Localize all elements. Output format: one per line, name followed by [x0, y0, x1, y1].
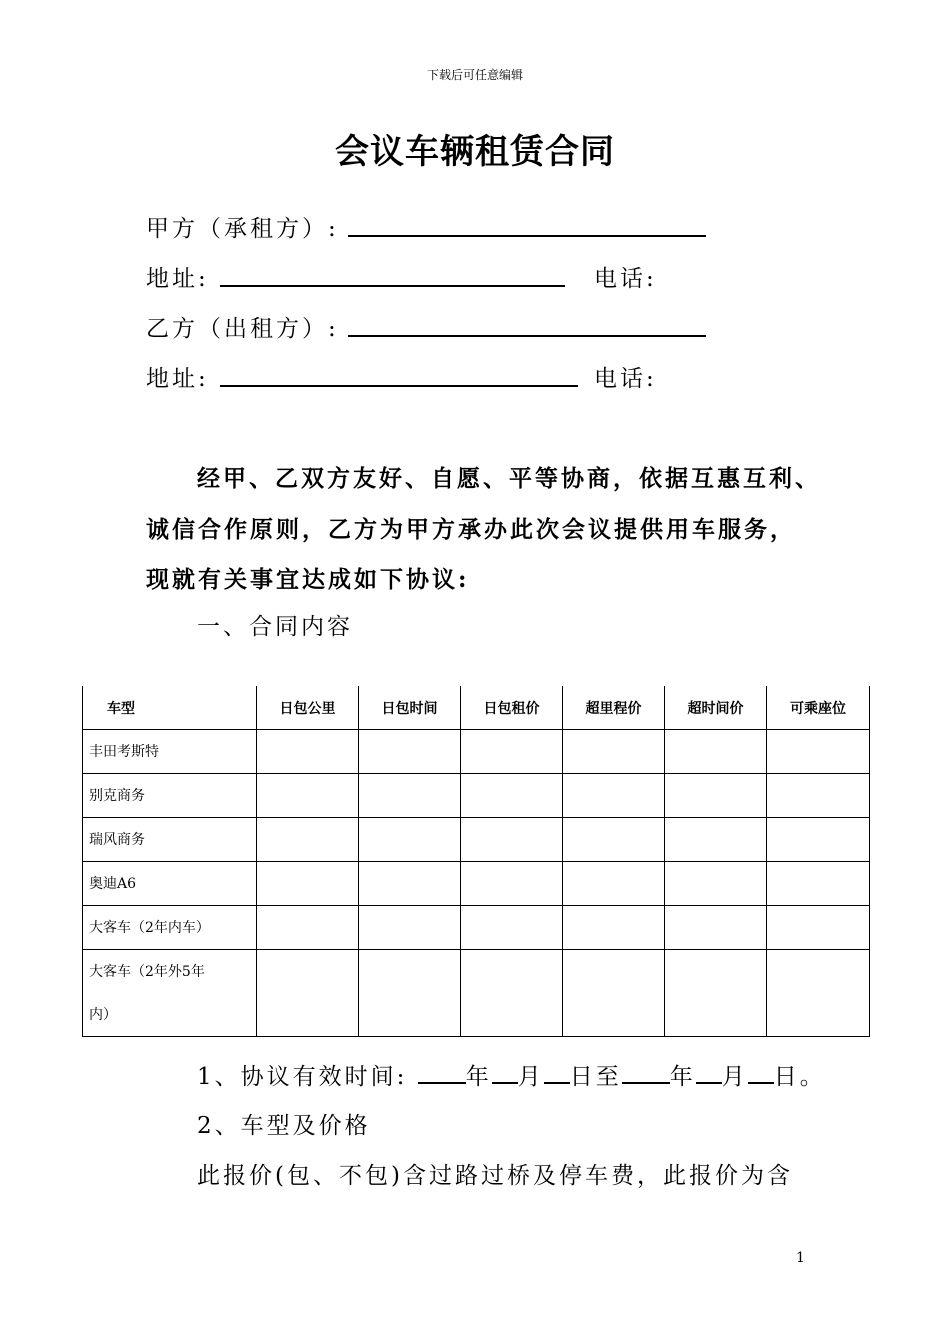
table-row [83, 906, 870, 950]
table-cell[interactable] [257, 774, 359, 818]
party-a-address-label: 地址: [146, 266, 209, 292]
table-cell[interactable] [461, 730, 563, 774]
table-cell[interactable] [665, 862, 767, 906]
vehicle-name [83, 950, 257, 1037]
end-month-label: 月 [721, 1064, 748, 1090]
party-b-phone-label: 电话: [594, 366, 657, 392]
table-cell[interactable] [257, 730, 359, 774]
table-row [83, 862, 870, 906]
table-cell[interactable] [665, 950, 767, 1037]
vehicle-name-line-2: 内） [89, 1007, 117, 1023]
vehicle-name-line-1: 大客车（2年外5年 [89, 964, 205, 980]
clause-2-heading: 2、车型及价格 [197, 1113, 371, 1139]
party-a-label: 甲方（承租方）: [146, 216, 339, 242]
table-cell[interactable] [257, 818, 359, 862]
table-cell[interactable] [461, 950, 563, 1037]
intro-line-1: 经甲、乙双方友好、自愿、平等协商，依据互惠互利、 [197, 465, 821, 492]
start-month-label: 月 [517, 1064, 544, 1090]
party-a-address-field[interactable] [220, 285, 565, 287]
table-cell[interactable] [767, 818, 870, 862]
table-cell[interactable] [563, 730, 665, 774]
table-row [83, 730, 870, 774]
vehicle-name: 奥迪A6 [83, 862, 257, 906]
end-day-field[interactable] [748, 1062, 774, 1084]
start-day-field[interactable] [544, 1062, 570, 1084]
table-cell[interactable] [665, 774, 767, 818]
start-year-field[interactable] [418, 1062, 466, 1084]
table-cell[interactable] [257, 862, 359, 906]
clause-1-prefix: 1、协议有效时间: [197, 1064, 408, 1090]
end-month-field[interactable] [696, 1062, 722, 1084]
table-cell[interactable] [563, 774, 665, 818]
table-cell[interactable] [461, 818, 563, 862]
vehicle-name: 丰田考斯特 [83, 730, 257, 774]
vehicle-name: 大客车（2年内车） [83, 906, 257, 950]
table-cell[interactable] [461, 774, 563, 818]
header-over-km-price: 超里程价 [563, 686, 665, 730]
table-cell[interactable] [257, 950, 359, 1037]
table-cell[interactable] [563, 862, 665, 906]
party-a-phone-label: 电话: [594, 266, 657, 292]
page-number: 1 [796, 1250, 805, 1266]
table-cell[interactable] [359, 862, 461, 906]
table-cell[interactable] [665, 730, 767, 774]
table-cell[interactable] [257, 906, 359, 950]
table-cell[interactable] [461, 862, 563, 906]
table-cell[interactable] [359, 950, 461, 1037]
vehicle-name: 瑞风商务 [83, 818, 257, 862]
table-cell[interactable] [665, 906, 767, 950]
table-cell[interactable] [767, 862, 870, 906]
table-cell[interactable] [767, 906, 870, 950]
table-cell[interactable] [563, 818, 665, 862]
vehicle-price-table [82, 686, 870, 1037]
section-1-heading: 一、合同内容 [197, 614, 353, 640]
party-b-name-field[interactable] [348, 335, 706, 337]
clause-1 [197, 1058, 826, 1091]
table-row [83, 818, 870, 862]
start-year-label: 年 [465, 1064, 492, 1090]
document-title: 会议车辆租赁合同 [335, 132, 615, 172]
party-b-address-label: 地址: [146, 366, 209, 392]
table-cell[interactable] [359, 818, 461, 862]
party-b-address-field[interactable] [220, 385, 578, 387]
intro-line-3: 现就有关事宜达成如下协议: [146, 566, 470, 593]
intro-line-2: 诚信合作原则，乙方为甲方承办此次会议提供用车服务， [146, 516, 796, 543]
vehicle-name: 别克商务 [83, 774, 257, 818]
header-over-time-price: 超时间价 [665, 686, 767, 730]
party-a-name-field[interactable] [348, 235, 706, 237]
table-row [83, 774, 870, 818]
table-cell[interactable] [563, 906, 665, 950]
table-row [83, 950, 870, 1037]
end-day-label: 日。 [773, 1064, 826, 1090]
table-cell[interactable] [665, 818, 767, 862]
table-cell[interactable] [767, 950, 870, 1037]
header-daily-km: 日包公里 [257, 686, 359, 730]
table-cell[interactable] [461, 906, 563, 950]
start-day-label: 日至 [569, 1064, 622, 1090]
table-cell[interactable] [359, 906, 461, 950]
header-note: 下载后可任意编辑 [426, 68, 523, 82]
header-daily-price: 日包租价 [461, 686, 563, 730]
clause-2-text: 此报价(包、不包)含过路过桥及停车费，此报价为含 [197, 1163, 793, 1189]
table-cell[interactable] [359, 774, 461, 818]
start-month-field[interactable] [492, 1062, 518, 1084]
table-cell[interactable] [767, 730, 870, 774]
end-year-field[interactable] [622, 1062, 670, 1084]
party-b-label: 乙方（出租方）: [146, 316, 339, 342]
table-cell[interactable] [359, 730, 461, 774]
header-seats: 可乘座位 [767, 686, 870, 730]
table-cell[interactable] [563, 950, 665, 1037]
table-header-row [83, 686, 870, 730]
header-daily-time: 日包时间 [359, 686, 461, 730]
end-year-label: 年 [669, 1064, 696, 1090]
table-cell[interactable] [767, 774, 870, 818]
header-vehicle-type: 车型 [83, 686, 257, 730]
